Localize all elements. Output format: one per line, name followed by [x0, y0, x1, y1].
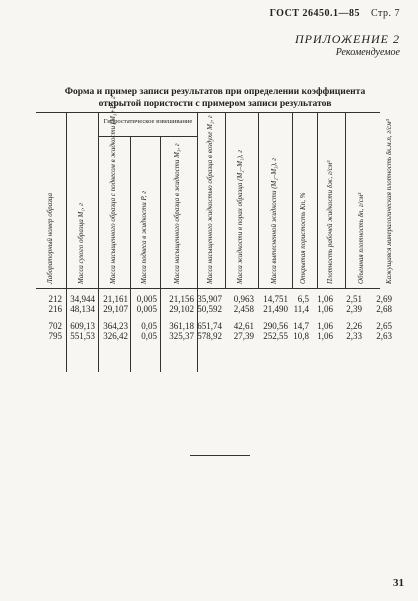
table-cell: 1,06	[317, 294, 333, 304]
column-header: Масса сухого образца M₁, г	[77, 203, 85, 284]
table-top-rule	[36, 112, 380, 113]
table-cell: 1,06	[317, 321, 333, 331]
body-column-rule	[98, 288, 99, 372]
table-cell: 35,907	[197, 294, 222, 304]
table-cell: 11,4	[293, 304, 309, 314]
table-cell: 2,39	[346, 304, 362, 314]
table-cell: 609,13	[70, 321, 95, 331]
table-cell: 551,53	[70, 331, 95, 341]
column-rule	[345, 112, 346, 288]
table-cell: 578,92	[197, 331, 222, 341]
table-cell: 21,161	[103, 294, 128, 304]
page-number: 31	[393, 577, 404, 589]
table-cell: 10,8	[293, 331, 309, 341]
table-cell: 0,963	[233, 294, 254, 304]
standard-number: ГОСТ 26450.1—85	[269, 8, 360, 19]
sample-id-cell: 216	[48, 304, 62, 314]
table-cell: 42,61	[233, 321, 254, 331]
table-cell: 2,51	[346, 294, 362, 304]
column-rule	[197, 112, 198, 288]
table-cell: 27,39	[233, 331, 254, 341]
table-cell: 1,06	[317, 304, 333, 314]
sample-id-cell: 212	[48, 294, 62, 304]
column-header: Объемная плотность δп, г/см³	[357, 192, 365, 284]
table-cell: 29,102	[169, 304, 194, 314]
column-header: Масса жидкости в порах образца (M₂–M₁), г	[236, 149, 244, 284]
table-cell: 14,751	[263, 294, 288, 304]
form-title-line-1: Форма и пример записи результатов при определении коэффициента	[64, 86, 366, 97]
column-header: Лабораторный номер образца	[46, 193, 54, 284]
sample-id-cell: 702	[48, 321, 62, 331]
table-cell: 48,134	[70, 304, 95, 314]
table-cell: 0,005	[136, 294, 157, 304]
column-header: Масса насыщенного образца в жидкости M₃, г	[173, 143, 181, 284]
column-header: Плотность рабочей жидкости δж, г/см³	[326, 160, 334, 284]
column-header: Масса насыщенного образца с подвесом в жидкости (M₃+P), г	[109, 96, 117, 284]
column-rule	[66, 112, 67, 288]
table-cell: 2,33	[346, 331, 362, 341]
table-cell: 2,68	[376, 304, 392, 314]
end-rule	[190, 455, 250, 456]
column-rule	[225, 112, 226, 288]
table-cell: 2,69	[376, 294, 392, 304]
column-header: Масса насыщенного жидкостью образца в воздухе M₂, г	[206, 115, 214, 284]
column-rule	[292, 112, 293, 288]
table-cell: 651,74	[197, 321, 222, 331]
table-cell: 34,944	[70, 294, 95, 304]
table-cell: 2,26	[346, 321, 362, 331]
header-bottom-rule	[36, 288, 380, 289]
page-header	[270, 8, 400, 19]
column-rule	[317, 112, 318, 288]
table-cell: 21,156	[169, 294, 194, 304]
table-cell: 2,458	[233, 304, 254, 314]
table-cell: 1,06	[317, 331, 333, 341]
column-rule	[98, 112, 99, 288]
table-cell: 14,7	[293, 321, 309, 331]
table-cell: 0,05	[141, 331, 157, 341]
table-cell: 29,107	[103, 304, 128, 314]
body-column-rule	[130, 288, 131, 372]
page-label: Стр. 7	[370, 8, 400, 19]
form-title-line-2: открытой пористости с примером записи результатов	[98, 98, 332, 109]
table-cell: 325,37	[169, 331, 194, 341]
group-header: Гидростатическое взвешивание	[103, 118, 193, 125]
form-title	[40, 86, 390, 110]
table-cell: 364,23	[103, 321, 128, 331]
table-cell: 326,42	[103, 331, 128, 341]
table-cell: 0,05	[141, 321, 157, 331]
body-column-rule	[160, 288, 161, 372]
appendix-title: ПРИЛОЖЕНИЕ 2	[295, 32, 400, 46]
table-cell: 6,5	[297, 294, 309, 304]
table-cell: 290,56	[263, 321, 288, 331]
table-cell: 361,18	[169, 321, 194, 331]
column-header: Открытая пористость Kп, %	[299, 192, 307, 284]
column-header: Масса подвеса в жидкости P, г	[140, 190, 148, 284]
column-header: Кажущаяся минералогическая плотность δк.м.п, г/см³	[385, 119, 393, 284]
table-cell: 0,005	[136, 304, 157, 314]
body-column-rule	[66, 288, 67, 372]
column-header: Масса вытесненной жидкости (M₂–M₃), г	[270, 157, 278, 284]
column-rule	[130, 136, 131, 288]
table-cell: 2,63	[376, 331, 392, 341]
column-rule	[160, 136, 161, 288]
appendix-note: Рекомендуемое	[335, 47, 400, 58]
table-cell: 252,55	[263, 331, 288, 341]
column-rule	[258, 112, 259, 288]
table-cell: 21,490	[263, 304, 288, 314]
table-cell: 2,65	[376, 321, 392, 331]
table-cell: 50,592	[197, 304, 222, 314]
sample-id-cell: 795	[48, 331, 62, 341]
